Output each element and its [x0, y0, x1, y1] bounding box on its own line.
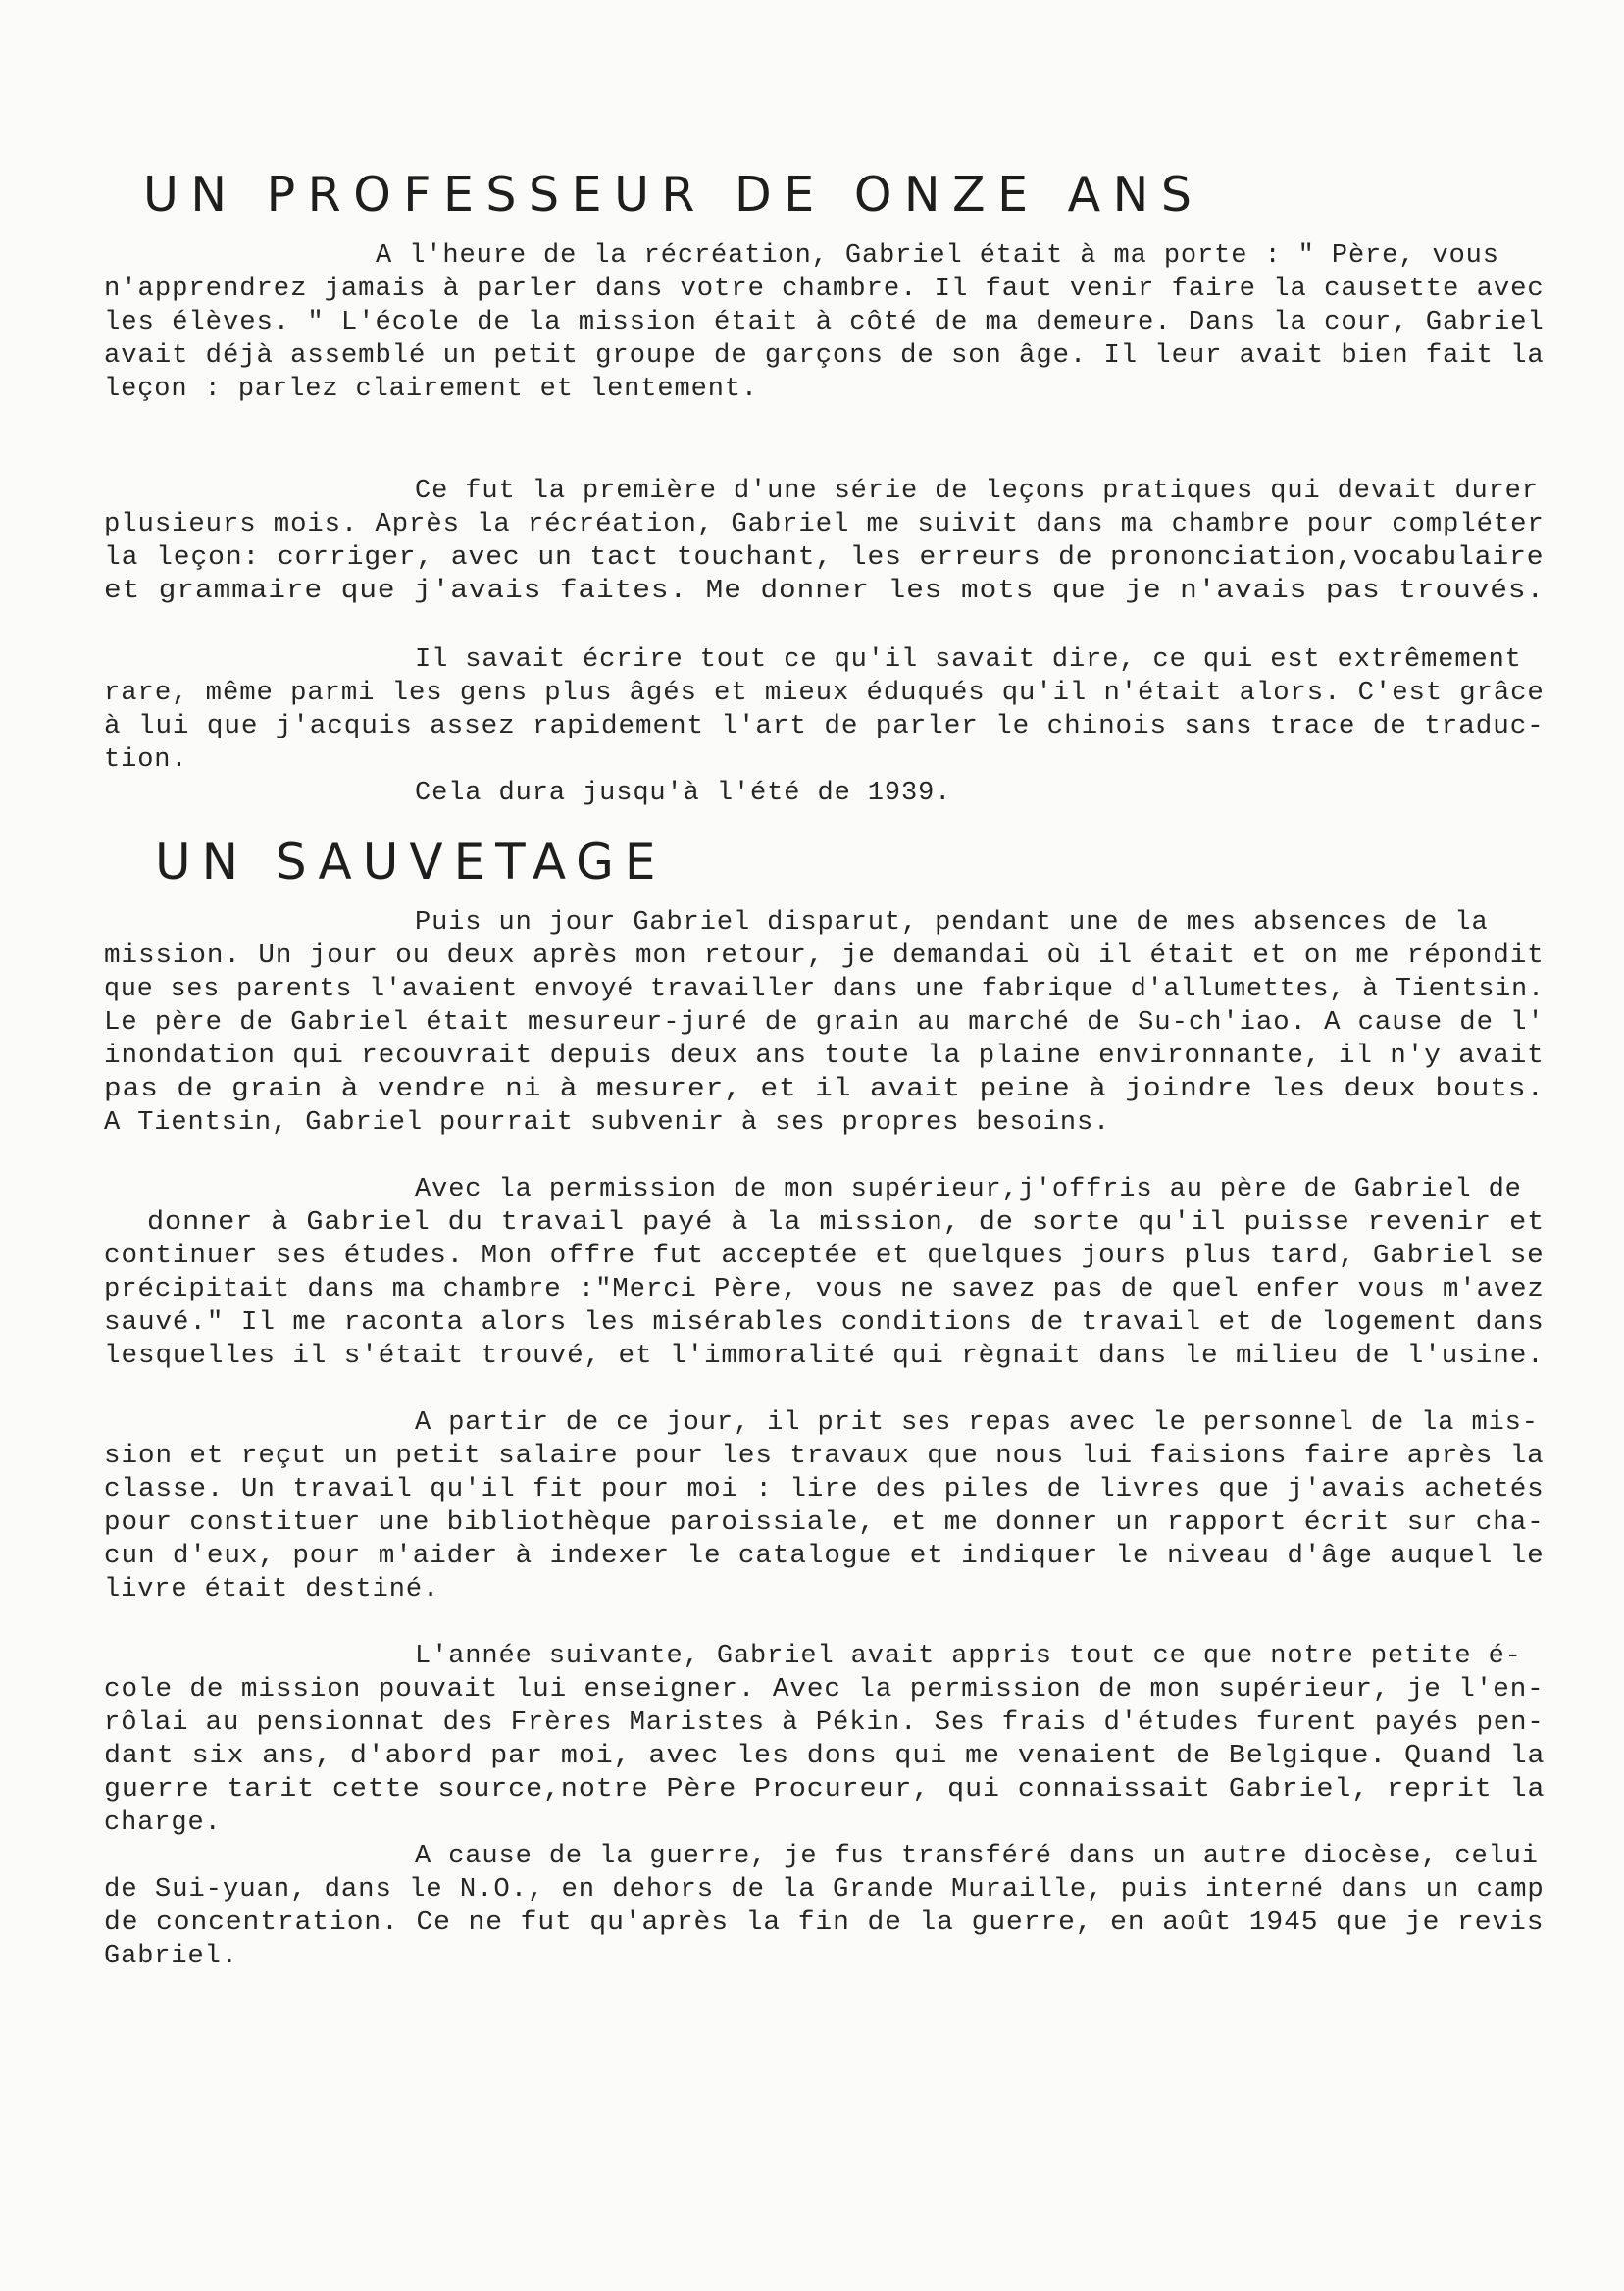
text-line: les élèves. " L'école de la mission était à côté de ma demeure. Dans la cour, Gabriel [104, 308, 1545, 337]
text-line: plusieurs mois. Après la récréation, Gabriel me suivit dans ma chambre pour compléter [104, 510, 1545, 539]
text-line: Cela dura jusqu'à l'été de 1939. [415, 779, 952, 808]
text-line: rare, même parmi les gens plus âgés et mieux éduqués qu'il n'était alors. C'est grâce [104, 679, 1545, 708]
text-line: à lui que j'acquis assez rapidement l'art de parler le chinois sans trace de traduc- [104, 712, 1545, 741]
text-line: inondation qui recouvrait depuis deux ans toute la plaine environnante, il n'y avait [104, 1042, 1545, 1071]
text-line: Ce fut la première d'une série de leçons pratiques qui devait durer [415, 477, 1539, 506]
text-line: L'année suivante, Gabriel avait appris tout ce que notre petite é- [415, 1642, 1522, 1671]
text-line: livre était destiné. [104, 1575, 440, 1604]
text-line: Avec la permission de mon supérieur,j'offris au père de Gabriel de [415, 1175, 1522, 1204]
section-title: UN SAUVETAGE [155, 834, 667, 891]
text-line: leçon : parlez clairement et lentement. [104, 375, 759, 404]
text-line: A partir de ce jour, il prit ses repas avec le personnel de la mis- [415, 1408, 1539, 1438]
text-line: guerre tarit cette source,notre Père Procureur, qui connaissait Gabriel, reprit la [104, 1775, 1546, 1805]
text-line: A l'heure de la récréation, Gabriel était à ma porte : " Père, vous [376, 241, 1499, 271]
text-line: tion. [104, 745, 188, 775]
text-line: A cause de la guerre, je fus transféré dans un autre diocèse, celui [415, 1842, 1539, 1871]
text-line: charge. [104, 1808, 222, 1838]
text-line: sauvé." Il me raconta alors les misérables conditions de travail et de logement dans [104, 1308, 1545, 1338]
text-line: de Sui-yuan, dans le N.O., en dehors de la Grande Muraille, puis interné dans un camp [104, 1875, 1545, 1905]
text-line: la leçon: corriger, avec un tact touchant, les erreurs de prononciation,vocabulaire [104, 543, 1545, 573]
text-line: pour constituer une bibliothèque paroissiale, et me donner un rapport écrit sur cha- [104, 1508, 1545, 1538]
text-line: sion et reçut un petit salaire pour les travaux que nous lui faisions faire après la [104, 1442, 1545, 1471]
text-line: Puis un jour Gabriel disparut, pendant une de mes absences de la [415, 908, 1489, 938]
text-line: de concentration. Ce ne fut qu'après la fin de la guerre, en août 1945 que je revis [104, 1909, 1545, 1938]
text-line: donner à Gabriel du travail payé à la mission, de sorte qu'il puisse revenir et [147, 1208, 1546, 1238]
text-line: rôlai au pensionnat des Frères Maristes à Pékin. Ses frais d'études furent payés pen- [104, 1708, 1545, 1738]
text-line: que ses parents l'avaient envoyé travailler dans une fabrique d'allumettes, à Tientsin. [104, 975, 1545, 1004]
text-line: n'apprendrez jamais à parler dans votre chambre. Il faut venir faire la causette avec [104, 275, 1545, 304]
text-line: Gabriel. [104, 1942, 238, 1971]
text-line: précipitait dans ma chambre :"Merci Père, vous ne savez pas de quel enfer vous m'avez [104, 1275, 1545, 1304]
text-line: cun d'eux, pour m'aider à indexer le catalogue et indiquer le niveau d'âge auquel le [104, 1542, 1545, 1571]
text-line: avait déjà assemblé un petit groupe de garçons de son âge. Il leur avait bien fait la [104, 341, 1545, 371]
text-line: et grammaire que j'avais faites. Me donner les mots que je n'avais pas trouvés. [104, 577, 1546, 606]
text-line: lesquelles il s'était trouvé, et l'immoralité qui règnait dans le milieu de l'usine. [104, 1342, 1545, 1371]
text-line: Le père de Gabriel était mesureur-juré de grain au marché de Su-ch'iao. A cause de l' [104, 1008, 1545, 1038]
text-line: pas de grain à vendre ni à mesurer, et il avait peine à joindre les deux bouts. [104, 1075, 1546, 1104]
text-line: dant six ans, d'abord par moi, avec les dons qui me venaient de Belgique. Quand la [104, 1742, 1546, 1771]
text-line: mission. Un jour ou deux après mon retour, je demandai où il était et on me répondit [104, 942, 1545, 971]
text-line: continuer ses études. Mon offre fut acceptée et quelques jours plus tard, Gabriel se [104, 1242, 1545, 1271]
text-line: Il savait écrire tout ce qu'il savait dire, ce qui est extrêmement [415, 645, 1522, 675]
text-line: cole de mission pouvait lui enseigner. Avec la permission de mon supérieur, je l'en- [104, 1675, 1545, 1705]
document-title: UN PROFESSEUR DE ONZE ANS [143, 167, 1204, 223]
text-line: A Tientsin, Gabriel pourrait subvenir à ses propres besoins. [104, 1108, 1111, 1138]
text-line: classe. Un travail qu'il fit pour moi : lire des piles de livres que j'avais achetés [104, 1475, 1545, 1504]
